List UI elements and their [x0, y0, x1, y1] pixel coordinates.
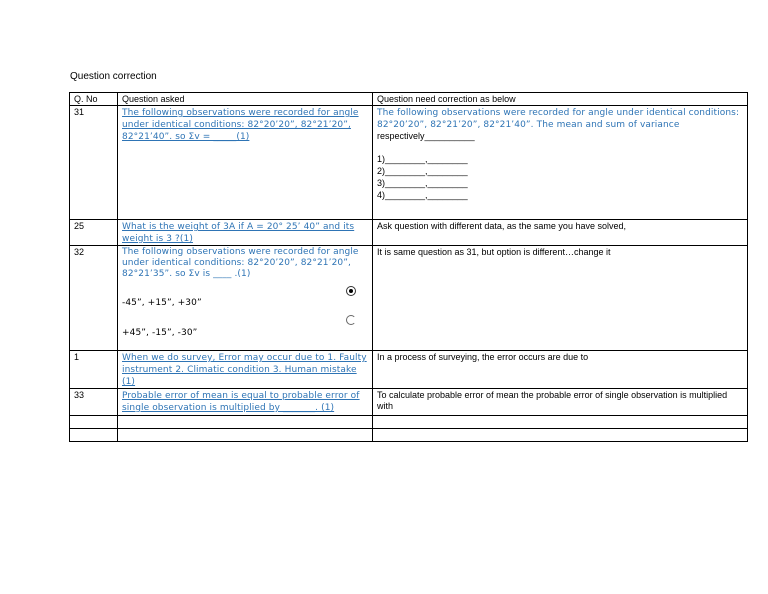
- option-b: +45”, -15”, -30”: [122, 328, 198, 338]
- table-row: [70, 389, 748, 416]
- question-asked[interactable]: [118, 106, 373, 220]
- table-row: [70, 246, 748, 351]
- correction-table: [69, 92, 748, 442]
- empty-cell: [118, 416, 373, 429]
- question-link[interactable]: What is the weight of 3A if A = 20° 25’ 40” and its weight is 3 ?(1): [122, 222, 355, 244]
- question-correction: In a process of surveying, the error occurs are due to: [373, 351, 748, 389]
- correction-text: The following observations were recorded for angle under identical conditions: 82°20’20”, 82°21’20”, 82°21’40”. The mean and sum of variance: [377, 108, 740, 130]
- question-asked: [118, 246, 373, 351]
- question-asked[interactable]: [118, 220, 373, 246]
- question-asked[interactable]: [118, 389, 373, 416]
- header-question-asked: Question asked: [118, 93, 373, 106]
- question-link[interactable]: The following observations were recorded for angle under identical conditions: 82°20’20”, 82°21’20”, 82°21’40”. so Σv = _____(1): [122, 108, 359, 142]
- row-qno: 32: [70, 246, 118, 351]
- question-link[interactable]: When we do survey, Error may occur due to 1. Faulty instrument 2. Climatic condition 3. Human mistake (1): [122, 353, 367, 387]
- empty-cell: [70, 416, 118, 429]
- question-text: The following observations were recorded for angle under identical conditions: 82°20’20”, 82°21’20”, 82°21’35”. so Σv is ____ .(1): [122, 247, 359, 279]
- question-link[interactable]: Probable error of mean is equal to probable error of single observation is multiplied by _______. (1): [122, 391, 360, 413]
- blank-line: 2)________,________: [377, 166, 468, 176]
- option-row[interactable]: [122, 311, 368, 325]
- blank-line: 4)________,________: [377, 190, 468, 200]
- table-row: [70, 351, 748, 389]
- table-row: [70, 106, 748, 220]
- blank-line: 1)________,________: [377, 154, 468, 164]
- question-correction: [373, 106, 748, 220]
- row-qno: 33: [70, 389, 118, 416]
- header-qno: Q. No: [70, 93, 118, 106]
- document-title: Question correction: [70, 71, 157, 82]
- question-asked[interactable]: [118, 351, 373, 389]
- radio-selected-icon[interactable]: [346, 286, 356, 296]
- row-qno: 31: [70, 106, 118, 220]
- question-correction: It is same question as 31, but option is different…change it: [373, 246, 748, 351]
- empty-cell: [118, 429, 373, 442]
- empty-cell: [373, 416, 748, 429]
- correction-tail: respectively__________: [377, 131, 475, 141]
- question-correction: Ask question with different data, as the same you have solved,: [373, 220, 748, 246]
- empty-cell: [70, 429, 118, 442]
- row-qno: 25: [70, 220, 118, 246]
- question-correction: To calculate probable error of mean the probable error of single observation is multiplied with: [373, 389, 748, 416]
- empty-row: [70, 429, 748, 442]
- empty-cell: [373, 429, 748, 442]
- table-row: [70, 220, 748, 246]
- blank-line: 3)________,________: [377, 178, 468, 188]
- header-correction: Question need correction as below: [373, 93, 748, 106]
- option-a: -45”, +15”, +30”: [122, 298, 202, 308]
- row-qno: 1: [70, 351, 118, 389]
- empty-row: [70, 416, 748, 429]
- answer-blanks: [377, 154, 743, 202]
- table-header-row: [70, 93, 748, 106]
- option-row[interactable]: [122, 284, 368, 298]
- radio-unselected-icon[interactable]: [346, 315, 356, 325]
